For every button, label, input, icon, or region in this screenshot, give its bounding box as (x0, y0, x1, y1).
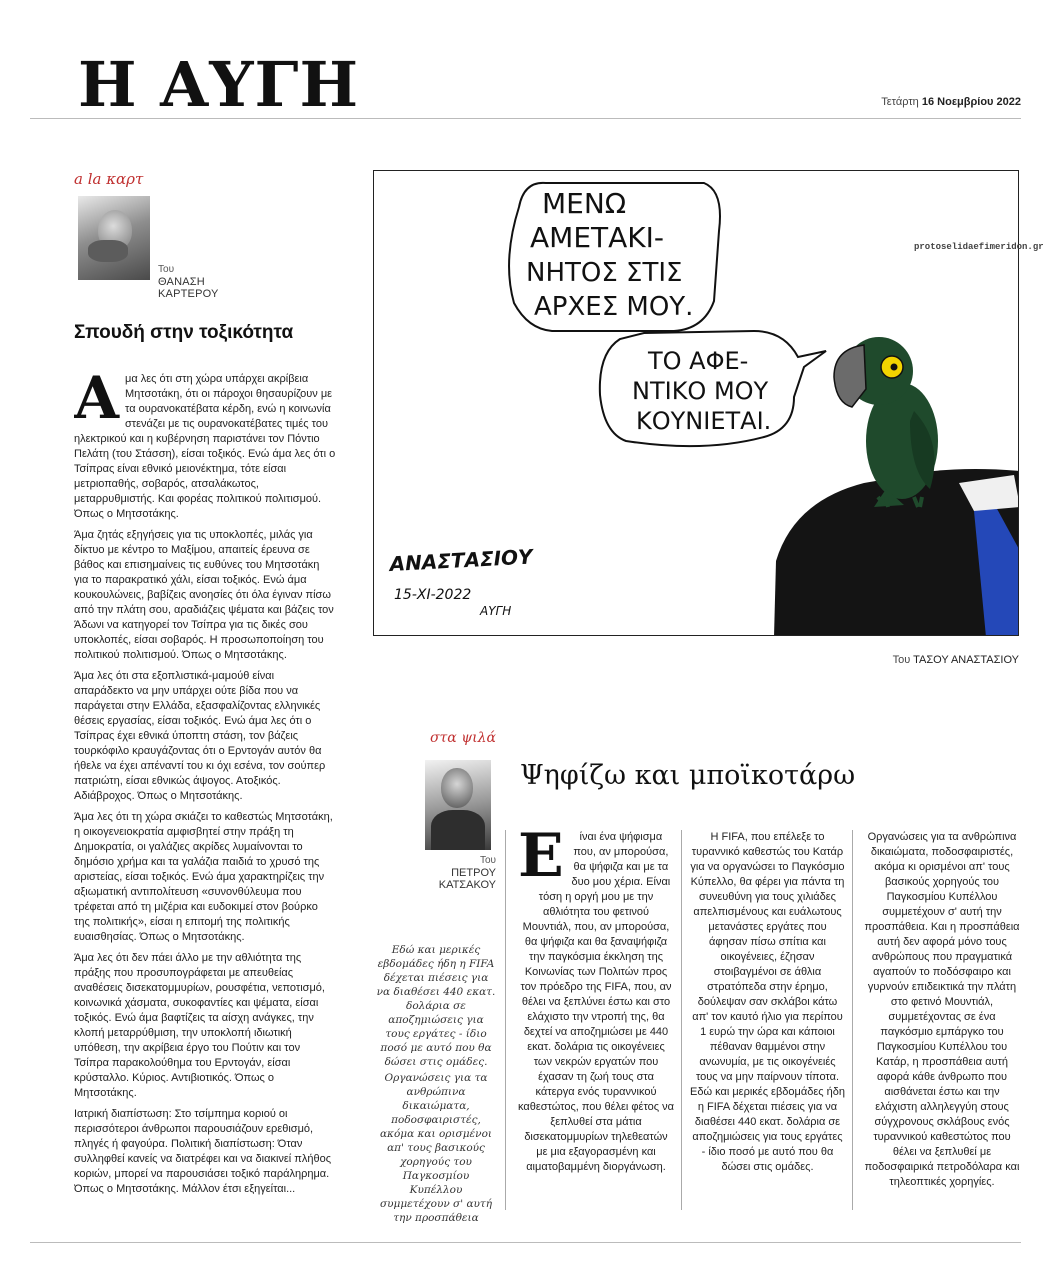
right-article-column-2 (690, 830, 845, 1210)
bubble1-line-1: ΜΕΝΩ (542, 187, 627, 220)
right-article-title: Ψηφίζω και μποϊκοτάρω (520, 760, 856, 791)
right-section-tag: στα ψιλά (430, 730, 497, 746)
signature-line-2: 15-ΧΙ-2022 (394, 587, 472, 603)
left-author-name-line2: ΚΑΡΤΕΡΟΥ (158, 288, 219, 300)
left-byline (158, 264, 219, 300)
left-paragraph-6: Ιατρική διαπίστωση: Στο τσίμπημα κοριού οι περισσότεροι άνθρωποι παρουσιάζουν ερεθισμό, πληγές ή φαγούρα. Πολιτική διαπίστωση: Όταν συλληφθεί κανείς να διατρέφει και να διακινεί πλήθος κοριών, μπορεί να παρουσιάσει τοξικό παράληρημα. Όπως ο Μητσοτάκης. Μάλλον έτσι εξηγείται... (74, 1108, 332, 1195)
left-section-tag: a la καρτ (74, 170, 144, 188)
left-paragraph-3: Άμα λες ότι στα εξοπλιστικά-μαμούθ είναι απαράδεκτο να μην υπάρχει ούτε βίδα που να παράγεται στην Ελλάδα, εξασφαλίζοντας ελληνικές θέσεις εργασίας, είσαι τοξικός. Ενώ άμα λες ότι ο Τσίπρας έχει εθνικά ύποπτη στάση, τον βάζεις τουρκόφιλο κραυγάζοντας ότι ο Ερντογάν αυτόν θα ήθελε να έχει απέναντί του κι όχι εσένα, τον σούπερ πατριώτη, είσαι εθνικώς άψογος. Ατοξικός. Αδιάβροχος. Όπως ο Μητσοτάκης. (74, 670, 326, 802)
left-dropcap: Α (74, 364, 120, 432)
left-article-title: Σπουδή στην τοξικότητα (74, 322, 294, 343)
right-column-3-text: Οργανώσεις για τα ανθρώπινα δικαιώματα, ποδοσφαιριστές, ακόμα κι ορισμένοι απ' τους βασικούς χορηγούς του Παγκοσμίου Κυπέλλου συμμετέχουν σ' αυτή την προσπάθεια. Και η προσπάθεια αυτή δεν αφορά μόνο τους ανθρώπους που πραγματικά αγαπούν το ποδόσφαιρο και γυρνούν επιδεικτικά την πλάτη στο φετινό Μουντιάλ, συμμετέχοντας σε ένα παγκόσμιο εμπάργκο του Παγκοσμίου Κυπέλλου του Κατάρ, η προσπάθεια αυτή αφορά κάθε άνθρωπο που αισθάνεται έστω και την ελάχιστη αλληλεγγύη στους σύγχρονους σκλάβους ενός τυραννικού καθεστώτος που θέλει να ξεπλυθεί με ποδοσφαιρικά πετροδόλαρα και τηλεοπτικές χορηγίες. (864, 831, 1020, 1188)
left-paragraph-1 (74, 364, 336, 522)
left-author-prefix: Του (158, 264, 175, 275)
signature-line-3: ΑΥΓΗ (480, 604, 512, 618)
watermark-text: protoselidaefimeridon.gr (914, 242, 1044, 252)
left-author-hand (88, 240, 128, 262)
right-article-column-3 (862, 830, 1022, 1210)
left-author-photo (78, 196, 150, 280)
right-column-1-text: ίναι ένα ψήφισμα που, αν μπορούσα, θα ψήφιζα και με τα δυο μου χέρια. Είναι τόση η οργή μου με την αθλιότητα του φετινού Μουντιάλ, που, αν μπορούσα, θα ψήφιζα και θα ξαναψήφιζα την παγκόσμια έκκληση της Κοινωνίας των Πολιτών προς τον πρόεδρο της FIFA, που, αν θέλει να ξεπλύνει έστω και στο ελάχιστο την ντροπή της, θα δεχτεί να αποζημιώσει με 440 εκατ. δολάρια τις οικογένειες των νεκρών εργατών που έχασαν τη ζωή τους στα κάτεργα ενός τυραννικού καθεστώτος, που θέλει φέτος να ξεπλυθεί στα μάτια δισεκατομμυρίων τηλεθεατών με μια εξαγορασμένη και αιματοβαμμένη διοργάνωση. (518, 831, 674, 1173)
right-author-prefix: Του (479, 855, 496, 866)
column-divider-2 (681, 830, 682, 1210)
bubble2-line-1: ΤΟ ΑΦΕ- (648, 347, 749, 375)
bubble1-line-2: ΑΜΕΤΑΚΙ- (530, 221, 664, 254)
pull-quote (376, 943, 496, 1227)
pull-quote-part-1: Εδώ και μερικές εβδομάδες ήδη η FIFA δέχεται πιέσεις για να διαθέσει 440 εκατ. δολάρια σε αποζημιώσεις για τους εργάτες - ίδιο ποσό με αυτό που θα δώσει στις ομάδες. (376, 944, 496, 1068)
right-dropcap: Ε (518, 830, 564, 891)
cartoon-panel (373, 170, 1019, 636)
right-author-face (441, 768, 473, 808)
date-day: Τετάρτη (881, 96, 919, 108)
signature-line-1: ΑΝΑΣΤΑΣΙΟΥ (389, 544, 534, 576)
right-byline (436, 855, 496, 891)
left-author-row (74, 196, 336, 300)
left-paragraph-1-text: μα λες ότι στη χώρα υπάρχει ακρίβεια Μητσοτάκη, ότι οι πάροχοι θησαυρίζουν με τα ουρανοκατέβατα κέρδη, ενώ η κοινωνία στενάζει με τις ουρανοκατέβατες τιμές του ηλεκτρικού και η κυβέρνηση παριστάνει τον Πόντιο Πελάτη (του Στάσση), είσαι τοξικός. Ενώ άμα λες ότι ο Τσίπρας είναι εθνικό μειονέκτημα, τότε είσαι μετριοπαθής, σοβαρός, ατσαλάκωτος, μεταρρυθμιστής. Και φορέας πολιτικού πολιτισμού. Όπως ο Μητσοτάκης. (74, 373, 336, 520)
right-author-photo (425, 760, 491, 850)
date-rest: 16 Νοεμβρίου 2022 (921, 96, 1021, 108)
date-line (881, 96, 1021, 108)
right-author-name-line2: ΚΑΤΣΑΚΟΥ (438, 879, 496, 891)
left-author-name-line1: ΘΑΝΑΣΗ (158, 276, 205, 288)
column-divider-3 (852, 830, 853, 1210)
cartoon-credit-prefix: Του (892, 654, 911, 666)
left-article-body (74, 364, 336, 1197)
left-paragraph-5: Άμα λες ότι δεν πάει άλλο με την αθλιότητα της πράξης που προσυπογράφεται με απευθείας αναθέσεις δισεκατομμυρίων, ρουσφέτια, νεποτισμό, κοινωνικά χάσματα, συκοφαντίες και ψέματα, είσαι τοξικός. Ενώ άμα βαφτίζεις τα αίσχη ανάγκες, την κλοπή μεταρρύθμιση, την υποκλοπή ιδιωτική υπόθεση, την ακρίβεια έργο του Πούτιν και τον Τσίπρα παρακολούθημα του Ερντογάν, είσαι κρύσταλλο. Κύριος. Αντιβιοτικός. Όπως ο Μητσοτάκης. (74, 952, 325, 1099)
left-paragraph-4: Άμα λες ότι τη χώρα σκιάζει το καθεστώς Μητσοτάκη, η οικογενειοκρατία αμφισβητεί στην πράξη τη Δημοκρατία, οι γαλάζιες ακρίδες λυμαίνονται το δημόσιο χρήμα και τα γαλάζια παιδιά το χρυσό της αριστείας, είσαι τοξικός. Ενώ άμα χαρακτηρίζεις την αξιωματική αντιπολίτευση «συνονθύλευμα που τρέφεται από τη μιζέρια και ευδοκιμεί στον βούρκο της πολιτικής», είσαι η επιτομή της πολιτικής ευαισθησίας. Όπως ο Μητσοτάκης. (74, 811, 333, 943)
bubble1-line-3: ΝΗΤΟΣ ΣΤΙΣ (526, 258, 683, 288)
left-paragraph-2: Άμα ζητάς εξηγήσεις για τις υποκλοπές, μιλάς για δίκτυο με κέντρο το Μαξίμου, απαιτείς έρευνα σε βάθος και επισημαίνεις τις ευθύνες του Μητσοτάκη για το παρακρατικό χάλι, είσαι τοξικός. Ενώ άμα κουκουλώνεις, βαβίζεις ανοησίες ότι όλα έγιναν πίσω από την πλάτη σου, αραδιάζεις ψέματα και βάζεις τον Άδωνι να κατηγορεί τον Τσίπρα για τις δικές σου υποκλοπές, είσαι σοβαρός. Η προσωποποίηση του πολιτικού πολιτισμού. Όπως ο Μητσοτάκης. (74, 529, 334, 661)
bottom-rule (30, 1242, 1021, 1243)
right-article-column-1 (518, 830, 674, 1210)
top-rule (30, 118, 1021, 119)
bubble2-line-2: ΝΤΙΚΟ ΜΟΥ (632, 377, 769, 405)
cartoon-drawing (374, 171, 1019, 636)
cartoon-credit-name: ΤΑΣΟΥ ΑΝΑΣΤΑΣΙΟΥ (913, 654, 1019, 666)
pull-quote-part-2: Οργανώσεις για τα ανθρώπινα δικαιώματα, ποδοσφαιριστές, ακόμα και ορισμένοι απ' τους βασικούς χορηγούς του Παγκοσμίου Κυπέλλου συμμετέχουν σ' αυτή την προσπάθεια (379, 1072, 493, 1224)
masthead-title: Η ΑΥΓΗ (78, 48, 360, 121)
right-author-name-line1: ΠΕΤΡΟΥ (451, 867, 496, 879)
bubble1-line-4: ΑΡΧΕΣ ΜΟΥ. (534, 292, 694, 322)
column-divider-1 (505, 830, 506, 1210)
parrot-pupil (891, 364, 898, 371)
bubble2-line-3: ΚΟΥΝΙΕΤΑΙ. (636, 407, 772, 435)
right-author-body (431, 810, 485, 850)
cartoon-credit (893, 654, 1019, 666)
left-column-article (74, 170, 336, 1240)
right-column-2-text: Η FIFA, που επέλεξε το τυραννικό καθεστώς του Κατάρ για να οργανώσει το Παγκόσμιο Κύπελλο, θα φέρει για πάντα τη συνευθύνη για τους χιλιάδες απελπισμένους και ευάλωτους μετανάστες εργάτες που άφησαν πίσω σπίτια και οικογένειες, έζησαν στοιβαγμένοι σε άθλια στρατόπεδα στην έρημο, δούλεψαν σαν σκλάβοι κάτω απ' τον καυτό ήλιο για περίπου 1 ευρώ την ώρα και κάποιοι πέθαναν θαμμένοι στην ανωνυμία, με τις οικογένειές τους να μην παίρνουν τίποτα. Εδώ και μερικές εβδομάδες ήδη η FIFA δέχεται πιέσεις για να διαθέσει 440 εκατ. δολάρια σε αποζημιώσεις για τους εργάτες - ίδιο ποσό με αυτό που θα δώσει στις ομάδες. (690, 831, 845, 1173)
